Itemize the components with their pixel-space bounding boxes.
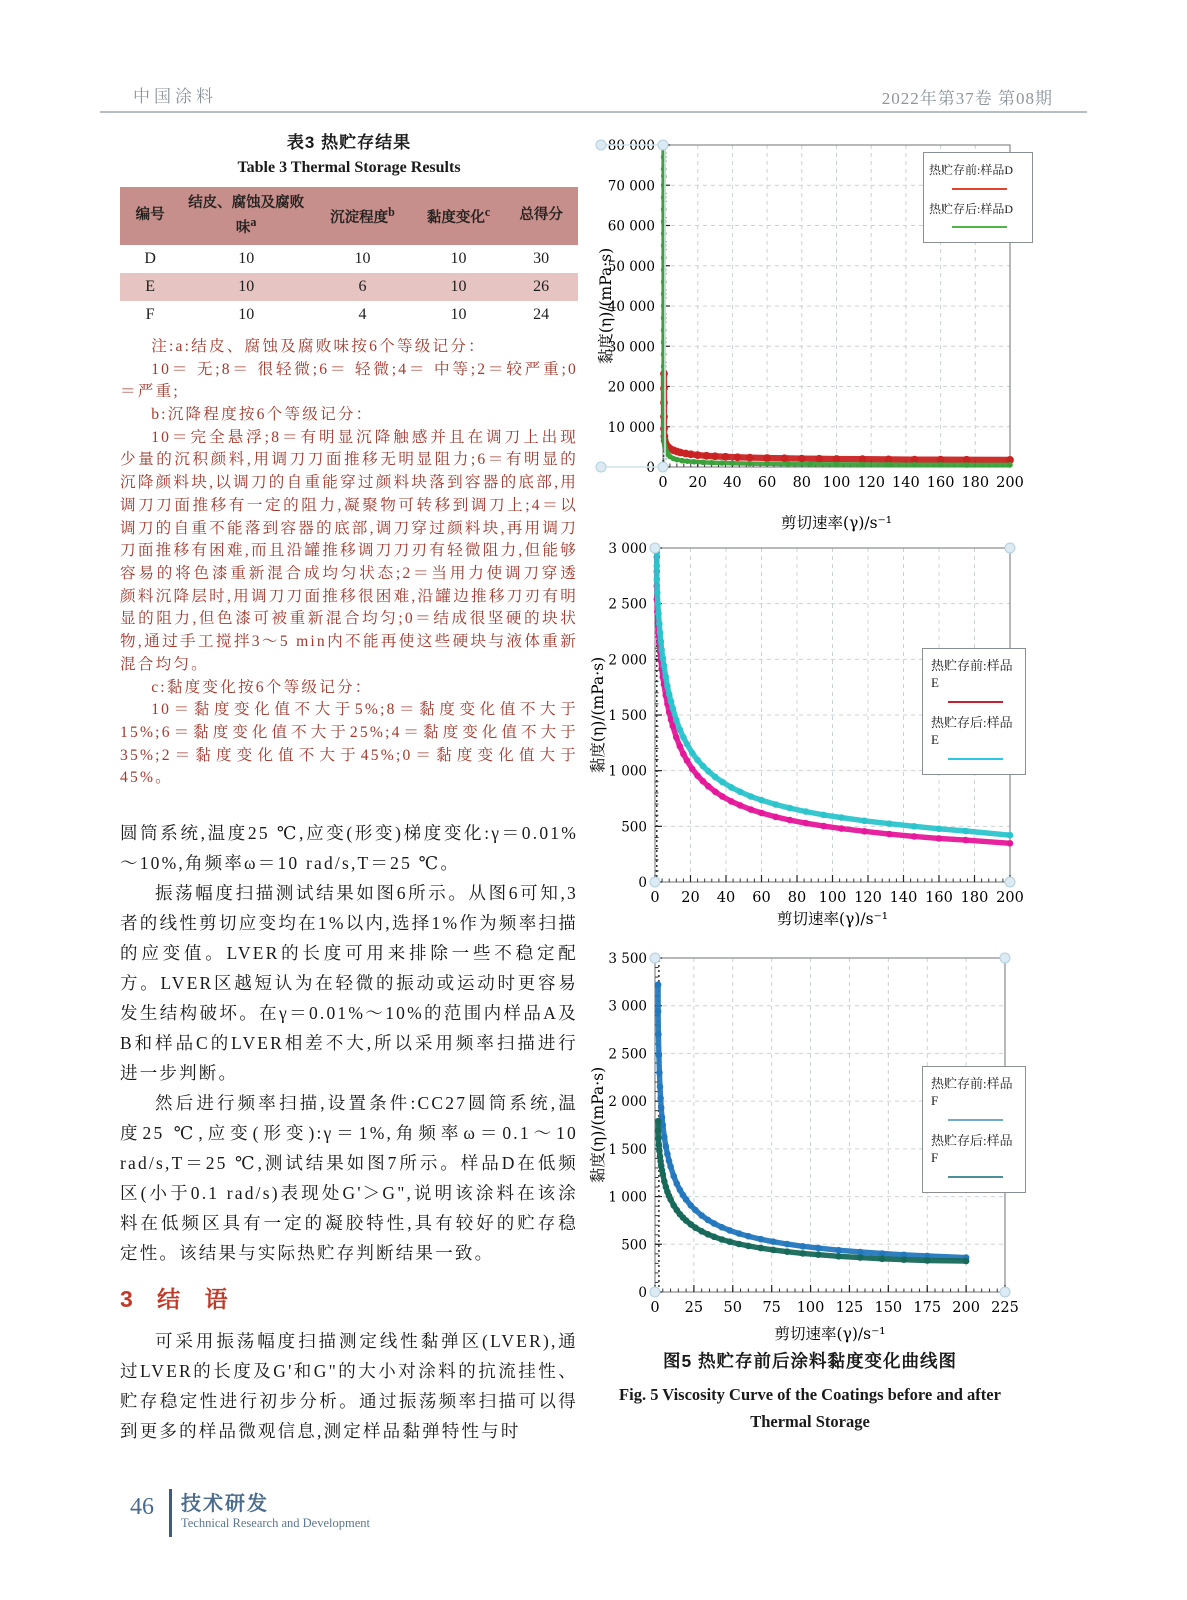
- svg-text:60 000: 60 000: [607, 218, 655, 235]
- legend-label: 热贮存前:样品F: [931, 1076, 1013, 1108]
- header-rule: [100, 111, 1087, 113]
- svg-text:100: 100: [818, 890, 847, 906]
- svg-text:3 500: 3 500: [608, 951, 647, 967]
- legend-line: [952, 226, 1007, 228]
- footer-section-cn: 技术研发: [181, 1493, 269, 1515]
- legend-label: 热贮存后:样品F: [931, 1132, 1013, 1165]
- svg-text:2 000: 2 000: [608, 652, 647, 669]
- table-cell: 10: [354, 249, 371, 267]
- legend-line: [948, 1119, 1003, 1121]
- svg-text:0: 0: [650, 890, 660, 906]
- selection-handle: [1005, 543, 1015, 553]
- table-column-header: 总得分: [504, 187, 578, 245]
- svg-text:200: 200: [952, 1300, 980, 1316]
- svg-text:180: 180: [961, 475, 990, 491]
- svg-text:2 500: 2 500: [608, 1046, 647, 1063]
- y-axis-label: 黏度(η)/(mPa·s): [589, 656, 607, 774]
- table-cell: 10: [238, 249, 255, 267]
- svg-text:100: 100: [822, 475, 851, 491]
- table-row: [120, 245, 578, 273]
- svg-text:40: 40: [723, 475, 742, 491]
- legend-entry: [929, 163, 1029, 190]
- table-cell: 26: [504, 273, 578, 301]
- svg-text:40: 40: [716, 890, 736, 906]
- body-paragraph: 可采用振荡幅度扫描测定线性黏弹区(LVER),通过LVER的长度及G'和G"的大小对涂料的抗流挂性、贮存稳定性进行初步分析。通过振荡频率扫描可以得到更多的样品微观信息,测定样品黏弹特性与时: [120, 1331, 578, 1442]
- svg-text:1 000: 1 000: [608, 1189, 647, 1206]
- svg-text:20: 20: [688, 475, 707, 491]
- svg-text:140: 140: [889, 890, 918, 906]
- svg-text:2 000: 2 000: [608, 1094, 647, 1111]
- body-paragraph: 圆筒系统,温度25 ℃,应变(形变)梯度变化:γ＝0.01%～10%,角频率ω＝10 rad/s,T＝25 ℃。: [120, 823, 578, 874]
- svg-text:0: 0: [638, 1285, 647, 1301]
- legend-entry: [931, 1076, 1019, 1121]
- chart-legend: [923, 152, 1033, 243]
- issue-info: 2022年第37卷 第08期: [881, 89, 1053, 108]
- svg-text:1 500: 1 500: [608, 1141, 647, 1158]
- svg-text:25: 25: [684, 1300, 704, 1316]
- svg-text:100: 100: [796, 1300, 825, 1316]
- figure-caption: [595, 1348, 1025, 1435]
- table-cell: E: [120, 273, 180, 301]
- table-cell: 10: [450, 249, 467, 267]
- legend-label: 热贮存前:样品D: [929, 163, 1014, 177]
- table-column-header: 沉淀程度$^b$: [312, 187, 413, 245]
- svg-text:80 000: 80 000: [607, 138, 655, 154]
- table-cell: F: [145, 305, 155, 323]
- left-column: [120, 128, 578, 1446]
- y-axis-label: 黏度(η)/(mPa·s): [589, 1066, 607, 1184]
- table-title-en: Table 3 Thermal Storage Results: [237, 159, 461, 176]
- selection-handle: [658, 462, 668, 472]
- svg-text:30 000: 30 000: [607, 339, 655, 356]
- table-column-header: 编号: [120, 187, 180, 245]
- svg-text:0: 0: [650, 1300, 660, 1316]
- table-cell: 10: [180, 273, 312, 301]
- body-paragraph: 然后进行频率扫描,设置条件:CC27圆筒系统,温度25 ℃,应变(形变):γ＝1%,角频率ω＝0.1～10 rad/s,T＝25 ℃,测试结果如图7所示。样品D在低频区(小于0.1 rad/s)表现处G'＞G",说明该涂料在该涂料在低频区具有一定的凝胶特性,具有较好的贮存稳定性。该结果与实际热贮存判断结果一致。: [120, 1093, 578, 1264]
- svg-text:3 000: 3 000: [608, 541, 647, 557]
- selection-handle: [596, 140, 606, 150]
- table-cell: 6: [312, 273, 413, 301]
- selection-handle: [1005, 877, 1015, 887]
- selection-handle: [1000, 1287, 1010, 1297]
- svg-text:125: 125: [835, 1300, 864, 1316]
- svg-text:1 000: 1 000: [608, 763, 647, 780]
- table-cell: 10: [450, 305, 467, 323]
- table-column-header: 黏度变化$^c$: [413, 187, 505, 245]
- svg-text:80: 80: [787, 890, 807, 906]
- legend-line: [948, 1176, 1003, 1178]
- article-body: [120, 818, 578, 1446]
- legend-line: [948, 758, 1003, 760]
- svg-text:225: 225: [991, 1300, 1019, 1316]
- table-note: 10＝完全悬浮;8＝有明显沉降触感并且在调刀上出现少量的沉积颜料,用调刀刀面推移无明显阻力;6＝有明显的沉降颜料块,以调刀的自重能穿过颜料块落到容器的底部,用调刀刀面推移有一定的阻力,凝聚物可转移到调刀上;4＝以调刀的自重不能落到容器的底部,调刀穿过颜料块,再用调刀刀面推移有困难,而且沿罐推移调刀刀刃有轻微阻力,但能够容易的将色漆重新混合成均匀状态;2＝当用力使调刀穿透颜料沉降层时,用调刀刀面推移很困难,沿罐边推移刀刃有明显的阻力,但色漆可被重新混合均匀;0＝结成很坚硬的块状物,通过手工搅拌3～5 min内不能再使这些硬块与液体重新混合均匀。: [120, 428, 578, 673]
- svg-text:0: 0: [658, 475, 668, 491]
- table-notes: [120, 336, 578, 790]
- svg-text:10 000: 10 000: [607, 419, 655, 436]
- thermal-storage-table: [120, 187, 578, 329]
- legend-entry: [929, 202, 1029, 229]
- svg-text:500: 500: [621, 1237, 647, 1254]
- viscosity-chart-sample-f: [587, 950, 1025, 1347]
- y-axis-label: 黏度(η)/(mPa·s): [597, 247, 615, 365]
- svg-text:3 000: 3 000: [608, 998, 647, 1015]
- svg-text:80: 80: [792, 475, 812, 491]
- svg-text:20: 20: [681, 890, 700, 906]
- chart-legend: [922, 648, 1026, 775]
- table-cell: 10: [238, 305, 255, 323]
- table-note: 10＝ 无;8＝ 很轻微;6＝ 轻微;4＝ 中等;2＝较严重;0＝严重;: [120, 360, 578, 401]
- table-cell: 30: [533, 249, 550, 267]
- svg-text:500: 500: [621, 819, 647, 836]
- svg-text:200: 200: [996, 890, 1024, 906]
- svg-text:75: 75: [762, 1300, 781, 1316]
- svg-text:40 000: 40 000: [607, 299, 655, 315]
- svg-text:150: 150: [874, 1300, 903, 1316]
- journal-name: 中国涂料: [133, 87, 217, 106]
- x-axis-label: 剪切速率(γ)/s⁻¹: [777, 910, 888, 928]
- legend-label: 热贮存前:样品E: [931, 658, 1013, 690]
- body-paragraph: 振荡幅度扫描测试结果如图6所示。从图6可知,3者的线性剪切应变均在1%以内,选择1%作为频率扫描的应变值。LVER的长度可用来排除一些不稳定配方。LVER区越短认为在轻微的振动或运动时更容易发生结构破坏。在γ＝0.01%～10%的范围内样品A及B和样品C的LVER相差不大,所以采用频率扫描进行进一步判断。: [120, 883, 578, 1084]
- svg-text:2 500: 2 500: [608, 596, 647, 613]
- table-cell: 24: [533, 305, 550, 323]
- figure-caption-cn: 图5 热贮存前后涂料黏度变化曲线图: [662, 1351, 958, 1371]
- selection-handle: [650, 543, 660, 553]
- svg-text:160: 160: [926, 475, 955, 491]
- x-axis-label: 剪切速率(γ)/s⁻¹: [781, 514, 892, 532]
- selection-handle: [650, 1287, 660, 1297]
- svg-text:70 000: 70 000: [607, 178, 655, 195]
- table-row: [120, 301, 578, 329]
- x-axis-label: 剪切速率(γ)/s⁻¹: [774, 1325, 886, 1343]
- section-heading: 3 结 语: [120, 1286, 237, 1313]
- svg-text:1 500: 1 500: [608, 708, 647, 724]
- svg-text:60: 60: [757, 475, 777, 491]
- chart-legend: [922, 1066, 1026, 1193]
- legend-entry: [931, 658, 1019, 703]
- table-note: 10＝黏度变化值不大于5%;8＝黏度变化值不大于15%;6＝黏度变化值不大于25%;4＝黏度变化值不大于35%;2＝黏度变化值不大于45%;0＝黏度变化值大于45%。: [120, 701, 578, 787]
- table-note: 注:a:结皮、腐蚀及腐败味按6个等级记分：: [151, 337, 486, 355]
- svg-text:120: 120: [857, 475, 886, 491]
- footer-section-en: Technical Research and Development: [181, 1516, 370, 1530]
- selection-handle: [1000, 953, 1010, 963]
- svg-text:180: 180: [960, 890, 989, 906]
- svg-text:175: 175: [913, 1300, 942, 1316]
- svg-text:120: 120: [854, 890, 882, 906]
- table-note: b:沉降程度按6个等级记分：: [151, 406, 374, 424]
- table-note: c:黏度变化按6个等级记分：: [151, 678, 373, 696]
- selection-handle: [650, 877, 660, 887]
- table-cell: 10: [413, 273, 505, 301]
- svg-text:0: 0: [638, 875, 647, 891]
- table-cell: D: [144, 249, 156, 267]
- table-cell: 4: [358, 305, 367, 323]
- viscosity-chart-sample-e: [587, 540, 1025, 932]
- table-column-header: 结皮、腐蚀及腐败味$^a$: [180, 187, 312, 245]
- svg-text:50 000: 50 000: [607, 258, 655, 275]
- footer-divider: [169, 1489, 172, 1537]
- svg-text:200: 200: [996, 475, 1024, 491]
- table-row: [120, 273, 578, 301]
- svg-text:50: 50: [723, 1300, 743, 1316]
- series-curve: [658, 1121, 966, 1261]
- svg-text:0: 0: [646, 460, 655, 476]
- selection-handle: [658, 140, 668, 150]
- figure-caption-en: Fig. 5 Viscosity Curve of the Coatings before and after Thermal Storage: [619, 1385, 1001, 1432]
- legend-entry: [931, 1133, 1019, 1178]
- page-number: 46: [130, 1494, 154, 1520]
- legend-line: [952, 188, 1007, 190]
- legend-line: [948, 701, 1003, 703]
- legend-entry: [931, 715, 1019, 760]
- svg-text:60: 60: [752, 890, 771, 906]
- svg-text:140: 140: [892, 475, 920, 491]
- legend-label: 热贮存后:样品E: [931, 714, 1013, 747]
- svg-text:160: 160: [925, 890, 953, 906]
- svg-text:20 000: 20 000: [607, 379, 655, 396]
- selection-handle: [650, 953, 660, 963]
- table-title-cn: 表3 热贮存结果: [286, 133, 412, 152]
- viscosity-chart-sample-d: [595, 138, 1025, 536]
- legend-label: 热贮存后:样品D: [929, 201, 1014, 216]
- selection-handle: [596, 462, 606, 472]
